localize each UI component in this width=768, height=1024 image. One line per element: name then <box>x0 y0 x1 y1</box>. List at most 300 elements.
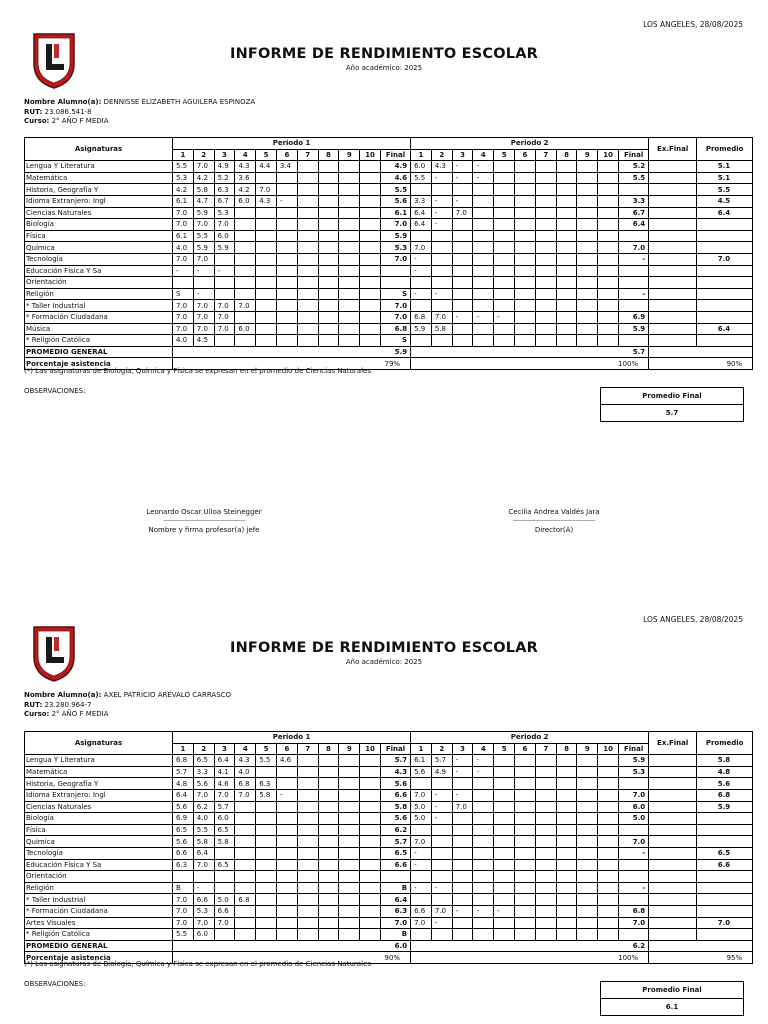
grade-cell: 5.5 <box>173 929 194 941</box>
grade-cell: 4.8 <box>173 778 194 790</box>
grade-cell: 6.8 <box>173 755 194 767</box>
grade-cell <box>256 277 277 289</box>
grade-cell <box>494 824 515 836</box>
exam-final-cell <box>649 813 697 825</box>
period-final-grade: 6.4 <box>380 894 410 906</box>
grade-cell <box>318 882 339 894</box>
grade-cell <box>598 871 619 883</box>
subject-average: 4.5 <box>697 195 753 207</box>
grade-cell <box>452 824 473 836</box>
grade-cell: 5.7 <box>214 801 235 813</box>
grade-cell <box>214 335 235 347</box>
director-role: Director(A) <box>534 526 574 534</box>
grade-cell <box>318 300 339 312</box>
grade-cell <box>276 184 297 196</box>
period-final-grade: 6.6 <box>380 789 410 801</box>
grade-cell <box>256 207 277 219</box>
grade-cell <box>339 253 360 265</box>
grade-cell <box>494 335 515 347</box>
observations-label: OBSERVACIONES: <box>24 980 86 988</box>
grade-cell <box>256 929 277 941</box>
grade-column-header: Final <box>619 149 649 161</box>
table-row <box>25 277 753 289</box>
period-final-grade: B <box>380 882 410 894</box>
grade-cell <box>360 277 381 289</box>
grade-cell <box>556 219 577 231</box>
rut-label: RUT: <box>24 700 43 709</box>
grade-cell: 7.0 <box>173 253 194 265</box>
grade-cell <box>577 300 598 312</box>
subject-name: * Formación Ciudadana <box>25 311 173 323</box>
grade-cell <box>494 859 515 871</box>
grade-cell: 6.3 <box>214 184 235 196</box>
final-average-value: 6.1 <box>601 999 744 1016</box>
grade-cell: 5.5 <box>193 824 214 836</box>
grade-cell: - <box>473 161 494 173</box>
attendance-p1: 90% <box>173 952 411 964</box>
subject-name: Ciencias Naturales <box>25 801 173 813</box>
grade-cell <box>214 288 235 300</box>
grade-cell <box>535 755 556 767</box>
grade-cell <box>256 847 277 859</box>
grade-cell <box>577 161 598 173</box>
grade-cell <box>256 219 277 231</box>
grade-cell: 6.5 <box>214 859 235 871</box>
period-final-grade: 6.7 <box>619 207 649 219</box>
grade-cell <box>515 288 536 300</box>
exam-final-cell <box>649 929 697 941</box>
grade-column-header: 6 <box>276 743 297 755</box>
grade-cell: - <box>473 311 494 323</box>
subject-average: 6.6 <box>697 859 753 871</box>
grade-cell: 6.1 <box>173 230 194 242</box>
grade-cell: 6.4 <box>411 207 432 219</box>
grade-column-header: 2 <box>431 743 452 755</box>
grade-cell <box>339 323 360 335</box>
table-row <box>25 766 753 778</box>
exam-final-cell <box>649 242 697 254</box>
grade-cell: 6.9 <box>173 813 194 825</box>
grade-cell <box>556 766 577 778</box>
grade-cell <box>577 882 598 894</box>
grade-cell <box>494 172 515 184</box>
grade-cell: 7.0 <box>235 300 256 312</box>
period-final-grade: 5.7 <box>380 836 410 848</box>
subject-average: 6.8 <box>697 789 753 801</box>
grade-cell: - <box>431 882 452 894</box>
grade-cell <box>535 871 556 883</box>
grade-cell <box>339 172 360 184</box>
grade-cell <box>515 230 536 242</box>
table-row <box>25 300 753 312</box>
grade-cell <box>598 847 619 859</box>
subject-average <box>697 335 753 347</box>
grade-cell: - <box>452 789 473 801</box>
subjects-header: Asignaturas <box>25 138 173 161</box>
general-average-label: PROMEDIO GENERAL <box>25 346 173 358</box>
student-rut: 23.086.541-8 <box>44 107 92 116</box>
grade-cell <box>339 905 360 917</box>
grade-cell: 4.4 <box>256 161 277 173</box>
grade-cell <box>193 871 214 883</box>
grade-cell: 6.6 <box>411 905 432 917</box>
grade-cell <box>318 778 339 790</box>
exam-final-cell <box>649 311 697 323</box>
grade-cell <box>556 894 577 906</box>
table-row <box>25 813 753 825</box>
grade-cell: 5.6 <box>173 801 194 813</box>
grade-column-header: 7 <box>297 149 318 161</box>
grade-cell <box>556 242 577 254</box>
grade-cell <box>598 184 619 196</box>
grade-cell <box>556 778 577 790</box>
grade-cell <box>297 789 318 801</box>
grade-cell <box>598 859 619 871</box>
grade-cell <box>297 778 318 790</box>
table-row <box>25 335 753 347</box>
grade-cell <box>577 277 598 289</box>
general-average-row <box>25 940 753 952</box>
grade-cell <box>235 847 256 859</box>
subject-average <box>697 277 753 289</box>
grade-cell: 7.0 <box>173 894 194 906</box>
grade-cell <box>276 905 297 917</box>
grade-cell <box>431 871 452 883</box>
grade-cell <box>256 836 277 848</box>
final-average-label: Promedio Final <box>601 982 744 999</box>
grade-cell <box>431 265 452 277</box>
grade-cell <box>598 755 619 767</box>
academic-year: Año académico: 2025 <box>345 658 423 666</box>
grade-cell <box>411 894 432 906</box>
grade-cell: 7.0 <box>173 207 194 219</box>
general-average-p2: 6.2 <box>411 940 649 952</box>
table-row <box>25 195 753 207</box>
grade-cell <box>339 288 360 300</box>
period-final-grade: 7.0 <box>619 836 649 848</box>
grade-cell: 5.5 <box>411 172 432 184</box>
grade-cell <box>235 813 256 825</box>
grade-cell <box>556 882 577 894</box>
subject-average: 5.6 <box>697 778 753 790</box>
grade-cell <box>297 755 318 767</box>
grade-cell: 6.1 <box>173 195 194 207</box>
grade-cell <box>235 265 256 277</box>
grade-cell <box>535 917 556 929</box>
exam-final-cell <box>649 219 697 231</box>
grade-cell <box>452 265 473 277</box>
grade-cell <box>339 766 360 778</box>
grade-cell <box>473 253 494 265</box>
grade-cell <box>339 184 360 196</box>
table-row <box>25 789 753 801</box>
grade-cell <box>494 882 515 894</box>
grade-cell <box>494 277 515 289</box>
attendance-p2: 100% <box>411 358 649 370</box>
grade-column-header: 3 <box>214 743 235 755</box>
grade-cell: 5.9 <box>193 242 214 254</box>
grade-cell: 7.0 <box>452 801 473 813</box>
general-average-p2: 5.7 <box>411 346 649 358</box>
grade-cell: 3.3 <box>193 766 214 778</box>
grade-cell: 6.0 <box>214 813 235 825</box>
grade-cell <box>297 300 318 312</box>
grade-cell: 5.7 <box>431 755 452 767</box>
grade-cell: 4.0 <box>235 766 256 778</box>
grade-cell: 6.0 <box>214 230 235 242</box>
grade-cell <box>535 847 556 859</box>
subject-average <box>697 871 753 883</box>
grade-cell <box>235 335 256 347</box>
grade-cell <box>411 824 432 836</box>
grade-cell <box>339 230 360 242</box>
grade-cell <box>235 859 256 871</box>
grade-cell <box>235 824 256 836</box>
grade-cell <box>431 778 452 790</box>
period-final-grade <box>380 265 410 277</box>
subject-average: 5.8 <box>697 755 753 767</box>
grade-cell: 7.0 <box>431 905 452 917</box>
grade-cell <box>339 195 360 207</box>
grade-cell: 7.0 <box>214 311 235 323</box>
grade-cell: 4.2 <box>193 172 214 184</box>
grade-column-header: 7 <box>535 743 556 755</box>
grade-cell: 5.3 <box>214 207 235 219</box>
grade-cell <box>276 288 297 300</box>
exam-final-cell <box>649 789 697 801</box>
grade-cell: 5.6 <box>173 836 194 848</box>
grade-cell: - <box>411 253 432 265</box>
grade-cell <box>556 929 577 941</box>
grade-cell <box>276 778 297 790</box>
observations-label: OBSERVACIONES: <box>24 387 86 395</box>
period-final-grade: 6.2 <box>380 824 410 836</box>
grade-cell: 7.0 <box>193 859 214 871</box>
grade-cell: 4.3 <box>256 195 277 207</box>
grade-cell <box>535 219 556 231</box>
grade-cell <box>276 766 297 778</box>
grade-cell <box>360 265 381 277</box>
table-row <box>25 905 753 917</box>
grade-cell <box>577 859 598 871</box>
grade-cell <box>318 905 339 917</box>
grade-cell: 4.5 <box>193 335 214 347</box>
subject-name: * Religión Católica <box>25 335 173 347</box>
subject-average: 6.4 <box>697 207 753 219</box>
table-row <box>25 778 753 790</box>
period-final-grade: 5.6 <box>380 813 410 825</box>
grade-column-header: 1 <box>173 149 194 161</box>
table-row <box>25 161 753 173</box>
grade-column-header: 3 <box>214 149 235 161</box>
period-final-grade: 6.3 <box>380 905 410 917</box>
grade-cell <box>452 882 473 894</box>
grade-cell <box>360 766 381 778</box>
grade-cell: 6.8 <box>235 894 256 906</box>
grade-cell: 7.0 <box>193 323 214 335</box>
grade-cell: 6.3 <box>173 859 194 871</box>
grade-column-header: 7 <box>297 743 318 755</box>
final-average-label: Promedio Final <box>601 388 744 405</box>
table-row <box>25 755 753 767</box>
grade-cell <box>297 847 318 859</box>
grade-cell <box>577 288 598 300</box>
grade-cell <box>318 323 339 335</box>
grade-cell <box>276 335 297 347</box>
grade-cell <box>577 755 598 767</box>
grade-cell <box>452 335 473 347</box>
final-average-box <box>600 387 744 422</box>
grade-cell <box>577 219 598 231</box>
subject-name: * Religión Católica <box>25 929 173 941</box>
course-label: Curso: <box>24 117 50 125</box>
grade-cell <box>214 277 235 289</box>
grade-cell: 6.6 <box>173 847 194 859</box>
grade-cell <box>577 172 598 184</box>
grade-cell: - <box>276 789 297 801</box>
grade-cell <box>360 789 381 801</box>
grade-cell <box>515 871 536 883</box>
grade-cell <box>276 847 297 859</box>
grade-cell <box>494 755 515 767</box>
period-final-grade <box>619 894 649 906</box>
grade-cell <box>535 824 556 836</box>
grade-cell: 4.9 <box>431 766 452 778</box>
grade-cell <box>256 253 277 265</box>
student-name: DENNISSE ELIZABETH AGUILERA ESPINOZA <box>103 98 256 106</box>
grade-cell: - <box>431 195 452 207</box>
grade-cell <box>360 917 381 929</box>
grade-column-header: 10 <box>360 743 381 755</box>
grade-cell: 7.0 <box>411 836 432 848</box>
grade-cell <box>515 219 536 231</box>
grade-cell: 5.5 <box>256 755 277 767</box>
subject-name: Educación Física Y Sa <box>25 265 173 277</box>
grade-cell <box>318 824 339 836</box>
grade-cell: 6.4 <box>193 847 214 859</box>
grade-cell <box>598 894 619 906</box>
grade-cell <box>494 929 515 941</box>
grade-cell <box>494 871 515 883</box>
grade-cell <box>431 894 452 906</box>
grade-cell <box>577 929 598 941</box>
exam-final-cell <box>649 161 697 173</box>
director-name: Cecilia Andrea Valdés Jara <box>508 508 600 516</box>
period-final-grade: - <box>619 288 649 300</box>
grade-cell <box>515 253 536 265</box>
grade-cell: - <box>473 755 494 767</box>
grade-cell <box>535 894 556 906</box>
grade-cell: 5.3 <box>193 905 214 917</box>
grade-cell: 3.4 <box>276 161 297 173</box>
grade-cell: 4.7 <box>193 195 214 207</box>
table-row <box>25 242 753 254</box>
grade-cell <box>318 207 339 219</box>
grade-cell: - <box>193 882 214 894</box>
grade-cell <box>577 265 598 277</box>
grade-cell <box>473 288 494 300</box>
grade-cell: 7.0 <box>193 253 214 265</box>
period1-header: Periodo 1 <box>173 138 411 150</box>
grade-column-header: 2 <box>431 149 452 161</box>
subject-name: Historia, Geografía Y <box>25 184 173 196</box>
period-final-grade: 7.0 <box>380 219 410 231</box>
course-label: Curso: <box>24 710 50 718</box>
grade-cell <box>556 905 577 917</box>
grade-column-header: 10 <box>598 743 619 755</box>
grade-column-header: 4 <box>235 149 256 161</box>
report-date: LOS ANGELES, 28/08/2025 <box>643 20 743 29</box>
grade-cell <box>360 836 381 848</box>
grade-cell <box>256 905 277 917</box>
attendance-total: 95% <box>649 952 753 964</box>
grade-cell <box>535 859 556 871</box>
exam-final-cell <box>649 847 697 859</box>
grade-cell <box>598 789 619 801</box>
grade-cell: 4.3 <box>431 161 452 173</box>
exam-final-cell <box>649 277 697 289</box>
grade-cell <box>318 288 339 300</box>
table-row <box>25 847 753 859</box>
general-average-total <box>649 346 753 358</box>
grade-cell <box>276 836 297 848</box>
grade-cell <box>494 161 515 173</box>
grade-cell <box>515 905 536 917</box>
grade-cell: 5.8 <box>256 789 277 801</box>
grade-cell <box>297 905 318 917</box>
period-final-grade: 5.2 <box>619 161 649 173</box>
grade-cell <box>360 288 381 300</box>
grade-cell <box>276 824 297 836</box>
grade-cell <box>556 824 577 836</box>
exam-final-cell <box>649 836 697 848</box>
period-final-grade: - <box>619 847 649 859</box>
table-row <box>25 288 753 300</box>
grade-cell <box>577 778 598 790</box>
period-final-grade <box>619 335 649 347</box>
grade-cell: 7.0 <box>411 917 432 929</box>
grade-cell <box>297 242 318 254</box>
grade-cell <box>473 300 494 312</box>
grade-cell <box>297 894 318 906</box>
grade-cell <box>556 288 577 300</box>
exam-final-cell <box>649 300 697 312</box>
grade-cell <box>494 184 515 196</box>
grade-cell <box>577 836 598 848</box>
table-row <box>25 323 753 335</box>
grade-cell <box>452 253 473 265</box>
grade-cell: - <box>431 917 452 929</box>
grade-cell <box>360 882 381 894</box>
grade-cell: - <box>431 172 452 184</box>
grade-cell <box>473 219 494 231</box>
subject-name: Educación Física Y Sa <box>25 859 173 871</box>
grade-cell <box>598 195 619 207</box>
grade-cell <box>598 242 619 254</box>
grade-cell <box>318 917 339 929</box>
grade-cell <box>339 871 360 883</box>
grade-cell: 6.0 <box>411 161 432 173</box>
grade-cell <box>339 335 360 347</box>
grade-column-header: Final <box>619 743 649 755</box>
grade-cell: 5.0 <box>411 801 432 813</box>
period-final-grade: 4.9 <box>380 161 410 173</box>
grade-cell <box>360 813 381 825</box>
exam-final-cell <box>649 755 697 767</box>
grade-cell <box>577 801 598 813</box>
grade-cell: 7.0 <box>173 300 194 312</box>
grade-cell: - <box>431 288 452 300</box>
